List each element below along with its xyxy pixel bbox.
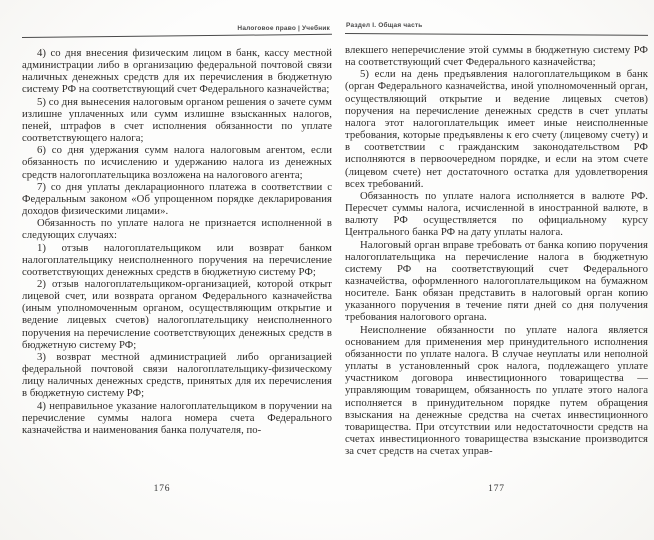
paragraph: 3) возврат местной администрацией либо организацией федеральной почтовой связи налогоплательщику-физическому лицу наличных денежных средств, принятых для их перечисления в бюджетную систему РФ;: [22, 350, 332, 400]
paragraph: 5) со дня вынесения налоговым органом решения о зачете сумм излишне уплаченных или сумм излишне взысканных налогов, пеней, штрафов в счет исполнения обязанности по уплате соответствующего налога;: [22, 95, 332, 145]
paragraph: Обязанность по уплате налога не признается исполненной в следующих случаях:: [22, 217, 332, 242]
left-running-header: Налоговое право | Учебник: [237, 25, 330, 32]
paragraph: 5) если на день предъявления налогоплательщиком в банк (орган Федерального казначейства, иной уполномоченный орган, осуществляющий открытие и ведение лицевых счетов) поручения на перечисление денежных средств в счет уплаты налога этот налогоплательщик имеет иные неисполненные требования, которые предъявлены к его счету (лицевому счету) и в соответствии с гражданским законодательством РФ исполняются в первоочередном порядке, и если на этом счете (лицевом счете) нет достаточного остатка для удовлетворения всех требований.: [345, 68, 648, 190]
paragraph: Неисполнение обязанности по уплате налога является основанием для применения мер принудительного исполнения обязанности по уплате налога. В случае неуплаты или неполной уплаты в установленный срок налога, подлежащего уплате участником договора инвестиционного товарищества — управляющим товарищем, обязанность по уплате этого налога исполняется в принудительном порядке путем обращения взыскания на денежные средства на счетах инвестиционного товарищества. При отсутствии или недостаточности средств на счетах инвестиционного товарищества взыскание производится за счет средств на счетах управ-: [345, 323, 648, 458]
paragraph: влекшего неперечисление этой суммы в бюджетную систему РФ на соответствующий счет Федерального казначейства;: [345, 44, 648, 69]
left-page-number: 176: [153, 484, 171, 494]
paragraph: 4) со дня внесения физическим лицом в банк, кассу местной администрации либо в организацию федеральной почтовой связи наличных денежных средств для их перечисления в бюджетную систему РФ на соответствующий счет Федерального казначейства;: [22, 47, 332, 96]
paragraph: 7) со дня уплаты декларационного платежа в соответствии с Федеральным законом «Об упрощенном порядке декларирования доходов физическими лицами».: [22, 180, 332, 218]
paragraph: 4) неправильное указание налогоплательщиком в поручении на перечисление суммы налога номера счета Федерального казначейства и наименования банка получателя, по-: [22, 399, 332, 436]
left-page-text: [22, 47, 332, 436]
paragraph: 1) отзыв налогоплательщиком или возврат банком налогоплательщику неисполненного поручения на перечисление соответствующих денежных средств в бюджетную систему РФ;: [22, 241, 332, 278]
right-running-header: Раздел I. Общая часть: [346, 22, 423, 29]
paragraph: 2) отзыв налогоплательщиком-организацией, которой открыт лицевой счет, или возврата органом Федерального казначейства (иным уполномоченным органом, осуществляющим открытие и ведение лицевых счетов) налогоплательщику неисполненного поручения на перечисление соответствующих денежных средств в бюджетную систему РФ;: [22, 277, 332, 351]
right-header-rule: [345, 33, 648, 36]
left-header-rule: [22, 34, 332, 38]
paragraph: 6) со дня удержания сумм налога налоговым агентом, если обязанность по исчислению и удержанию налога из денежных средств налогоплательщика возложена на налогового агента;: [22, 144, 332, 181]
right-page-text: [345, 44, 648, 457]
paragraph: Налоговый орган вправе требовать от банка копию поручения налогоплательщика на перечисление налога в бюджетную систему РФ на соответствующий счет Федерального казначейства, оформленного налогоплательщиком на бумажном носителе. Банк обязан представить в налоговый орган копию указанного поручения в течение пяти дней со дня получения требования налогового органа.: [345, 238, 648, 324]
paragraph: Обязанность по уплате налога исполняется в валюте РФ. Пересчет суммы налога, исчисленной в иностранной валюте, в валюту РФ осуществляется по официальному курсу Центрального банка РФ на дату уплаты налога.: [345, 189, 648, 239]
right-page-number: 177: [488, 484, 505, 494]
